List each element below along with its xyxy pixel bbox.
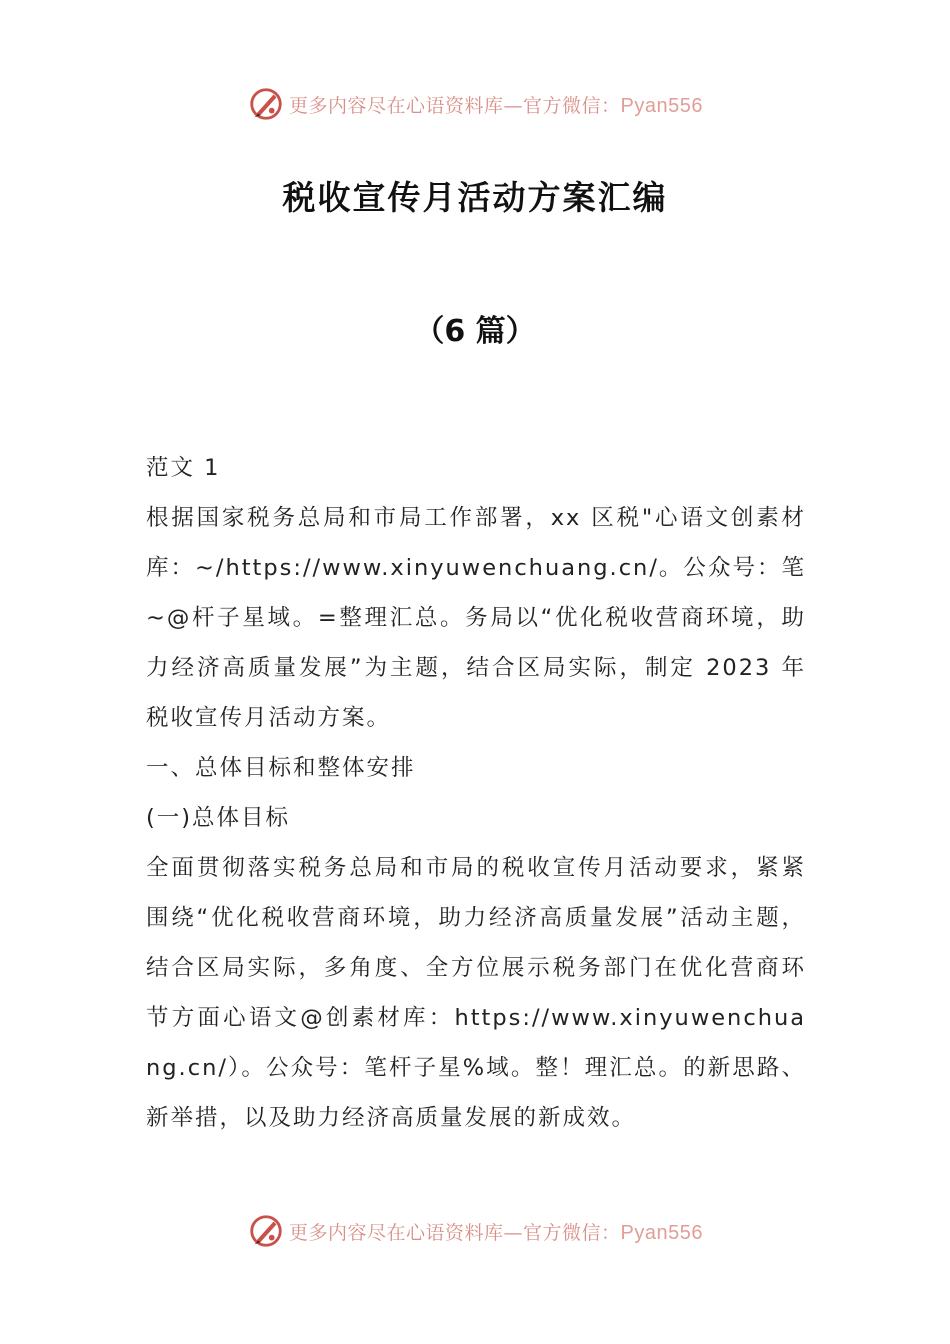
page-title: 税收宣传月活动方案汇编 (282, 178, 668, 217)
watermark-text (289, 1218, 703, 1245)
paragraph-goal: 全面贯彻落实税务总局和市局的税收宣传月活动要求，紧紧围绕“优化税收营商环境，助力经济高质量发展”活动主题，结合区局实际，多角度、全方位展示税务部门在优化营商环节方面心语文@创素材库：https://www.xinyuwenchuang.cn/）。公众号：笔杆子星%域。整！理汇总。的新思路、新举措，以及助力经济高质量发展的新成效。 (146, 855, 806, 1131)
pen-logo-icon (247, 1212, 285, 1250)
watermark-label: 更多内容尽在心语资料库—官方微信： (289, 1221, 621, 1244)
pen-logo-icon (247, 85, 285, 123)
paragraph-intro: 根据国家税务总局和市局工作部署，xx 区税"心语文创素材库：~/https://www.xinyuwenchuang.cn/。公众号：笔~@杆子星域。=整理汇总。务局以“优化税收营商环境，助力经济高质量发展”为主题，结合区局实际，制定 2023 年税收宣传月活动方案。 (146, 505, 806, 731)
watermark-text (289, 91, 703, 118)
paragraph-heading-sample: 范文 1 (146, 455, 221, 481)
paragraph-section-heading: 一、总体目标和整体安排 (146, 755, 416, 781)
page-subtitle: （6 篇） (414, 314, 536, 349)
document-body (146, 443, 806, 1143)
paragraph-subsection-heading: (一)总体目标 (146, 805, 291, 831)
watermark-wechat-id: Pyan556 (620, 94, 703, 117)
footer-watermark (0, 1211, 950, 1251)
header-watermark (0, 84, 950, 124)
watermark-label: 更多内容尽在心语资料库—官方微信： (289, 94, 621, 117)
watermark-wechat-id: Pyan556 (620, 1221, 703, 1244)
